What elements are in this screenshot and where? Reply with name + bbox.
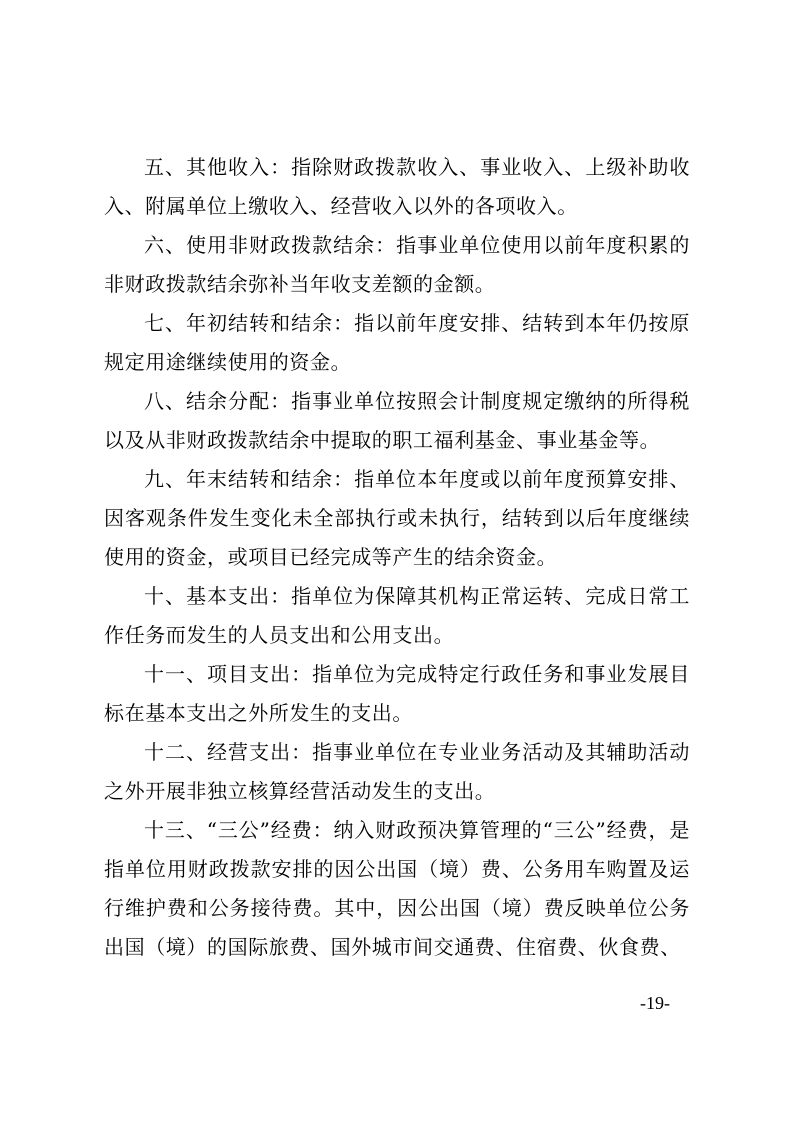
- paragraph-project-expenditure: 十一、项目支出：指单位为完成特定行政任务和事业发展目标在基本支出之外所发生的支出。: [104, 662, 690, 725]
- paragraph-three-public-expenses: 十三、“三公”经费：纳入财政预决算管理的“三公”经费，是指单位用财政拨款安排的因公出国（境）费、公务用车购置及运行维护费和公务接待费。其中，因公出国（境）费反映单位公务出国（境）的国际旅费、国外城市间交通费、住宿费、伙食费、: [104, 818, 690, 959]
- body-text: [104, 148, 690, 967]
- page-number: -19-: [640, 993, 670, 1013]
- paragraph-basic-expenditure: 十、基本支出：指单位为保障其机构正常运转、完成日常工作任务而发生的人员支出和公用支出。: [104, 584, 690, 647]
- paragraph-surplus-distribution: 八、结余分配：指事业单位按照会计制度规定缴纳的所得税以及从非财政拨款结余中提取的职工福利基金、事业基金等。: [104, 389, 690, 452]
- paragraph-operating-expenditure: 十二、经营支出：指事业单位在专业业务活动及其辅助活动之外开展非独立核算经营活动发生的支出。: [104, 740, 690, 803]
- paragraph-beginning-carryover: 七、年初结转和结余：指以前年度安排、结转到本年仍按原规定用途继续使用的资金。: [104, 311, 690, 374]
- paragraph-non-fiscal-surplus-use: 六、使用非财政拨款结余：指事业单位使用以前年度积累的非财政拨款结余弥补当年收支差额的金额。: [104, 233, 690, 296]
- paragraph-year-end-carryover: 九、年末结转和结余：指单位本年度或以前年度预算安排、因客观条件发生变化未全部执行或未执行，结转到以后年度继续使用的资金，或项目已经完成等产生的结余资金。: [104, 467, 690, 569]
- paragraph-other-income: 五、其他收入：指除财政拨款收入、事业收入、上级补助收入、附属单位上缴收入、经营收入以外的各项收入。: [104, 155, 690, 218]
